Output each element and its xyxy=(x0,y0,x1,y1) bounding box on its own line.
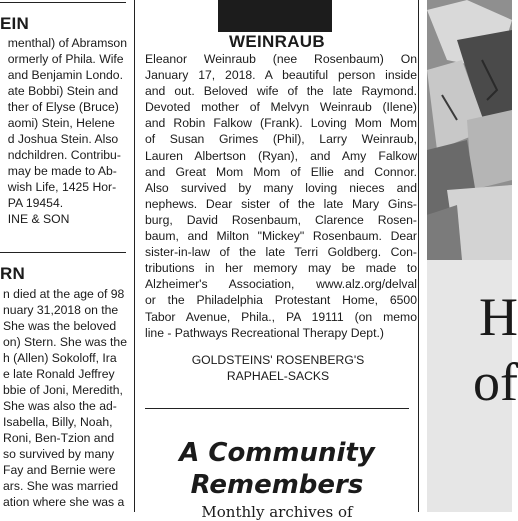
promo-title-line-2: Remembers xyxy=(190,470,364,500)
obituary-name-weinraub: WEINRAUB xyxy=(229,32,325,51)
section-divider xyxy=(145,408,409,409)
obituary-line: n died at the age of 98 xyxy=(3,287,125,301)
ad-photo-leaves xyxy=(427,0,512,260)
column-top-rule xyxy=(0,2,126,3)
weinraub-obituary-text xyxy=(145,51,417,341)
obituary-line: Tabor Avenue, Phila., PA 19111 (on memo xyxy=(145,309,417,324)
obituary-line: may be made to Ab- xyxy=(7,164,117,178)
obituary-line: She was the beloved xyxy=(3,319,117,333)
obituary-name-2: RN xyxy=(0,264,25,283)
obituary-line: ormerly of Phila. Wife xyxy=(7,52,124,66)
promo-subtitle: Monthly archives of xyxy=(201,503,353,521)
promo-title-line-1: A Community xyxy=(179,438,375,468)
obituary-line: bbie of Joni, Meredith, xyxy=(3,383,123,397)
obituary-line: Roni, Ben-Tzion and xyxy=(3,431,115,445)
obituary-line: Devoted mother of Melvyn Weinraub (Ilene) xyxy=(145,100,417,115)
obituary-line: ation where she was a xyxy=(3,495,125,509)
funeral-home-signature xyxy=(145,352,411,384)
obituary-line: and Benjamin Londo. xyxy=(7,68,123,82)
obituary-text-1 xyxy=(8,35,127,227)
obituary-line: INE & SON xyxy=(7,212,70,226)
obituary-line: Isabella, Billy, Noah, xyxy=(3,415,113,429)
obituary-line: ndchildren. Contribu- xyxy=(7,148,121,162)
ad-headline-2: of xyxy=(473,352,518,412)
obituary-line: Lauren Albertson (Ryan), and Amy Falkow xyxy=(145,148,417,163)
obituary-photo xyxy=(218,0,332,32)
obituary-line: wish Life, 1425 Hor- xyxy=(7,180,117,194)
obituary-separator xyxy=(0,252,126,253)
obituary-line: nuary 31,2018 on the xyxy=(3,303,119,317)
obituary-line: menthal) of Abramson xyxy=(7,36,127,50)
funeral-home-line: RAPHAEL-SACKS xyxy=(226,369,330,383)
obituary-line: ther of Elyse (Bruce) xyxy=(7,100,119,114)
obituary-line: e late Ronald Jeffrey xyxy=(3,367,115,381)
obituary-line: and Robin Falkow (Frank). Loving Mom Mom xyxy=(145,116,417,131)
obituary-line: January 17, 2018. A beautiful person inside xyxy=(145,68,417,83)
middle-obituary-column xyxy=(138,0,417,521)
obituary-line: ate Bobbi) Stein and xyxy=(7,84,119,98)
obituary-line: d Joshua Stein. Also xyxy=(7,132,119,146)
obituary-line: Also survived by many loving nieces and xyxy=(145,180,417,195)
obituary-line: Eleanor Weinraub (nee Rosenbaum) On xyxy=(145,52,417,66)
obituary-line: tributions in her memory may be made to xyxy=(145,261,417,276)
advertisement-panel xyxy=(427,0,518,512)
obituary-line: and Great Mom Mom of Ellie and Connor. xyxy=(145,164,417,179)
obituary-line: or the Philadelphia Protestant Home, 6500 xyxy=(145,293,417,308)
obituary-line: so survived by many xyxy=(3,447,115,461)
obituary-line: baum, and Milton "Mickey" Rosenbaum. Dear xyxy=(145,229,417,244)
obituary-line: h (Allen) Sokoloff, Ira xyxy=(3,351,117,365)
obituary-line: PA 19454. xyxy=(7,196,64,210)
column-divider-right xyxy=(418,0,419,512)
obituary-line: burg, David Rosenbaum, Clarence Rosen- xyxy=(145,212,417,227)
obituary-text-2 xyxy=(3,286,127,510)
obituary-line: and out. Beloved wife of the late Raymond. xyxy=(145,84,417,99)
obituary-line: Alzheimer's Association, www.alz.org/delval xyxy=(145,277,417,292)
column-divider-left xyxy=(134,0,135,512)
obituary-line: of Susan Grimes (Phil), Larry Weinraub, xyxy=(145,132,417,147)
obituary-line: nephews. Dear sister of the late Mary Gins- xyxy=(145,196,417,211)
obituary-line: on) Stern. She was the xyxy=(3,335,127,349)
obituary-line: aomi) Stein, Helene xyxy=(7,116,115,130)
obituary-line: sister-in-law of the late Terri Goldberg. Con- xyxy=(145,245,417,260)
obituary-name-1: EIN xyxy=(0,14,29,33)
obituary-line: ars. She was married xyxy=(3,479,119,493)
obituary-line: She was also the ad- xyxy=(3,399,117,413)
left-obituary-column xyxy=(0,0,128,512)
obituary-line: Fay and Bernie were xyxy=(3,463,116,477)
ad-headline-1: H xyxy=(479,287,518,347)
obituary-line: line - Pathways Recreational Therapy Dept.) xyxy=(145,325,384,340)
funeral-home-line: GOLDSTEINS' ROSENBERG'S xyxy=(191,353,365,367)
ad-text-area xyxy=(427,260,518,512)
leaf-pattern-image xyxy=(427,0,512,260)
